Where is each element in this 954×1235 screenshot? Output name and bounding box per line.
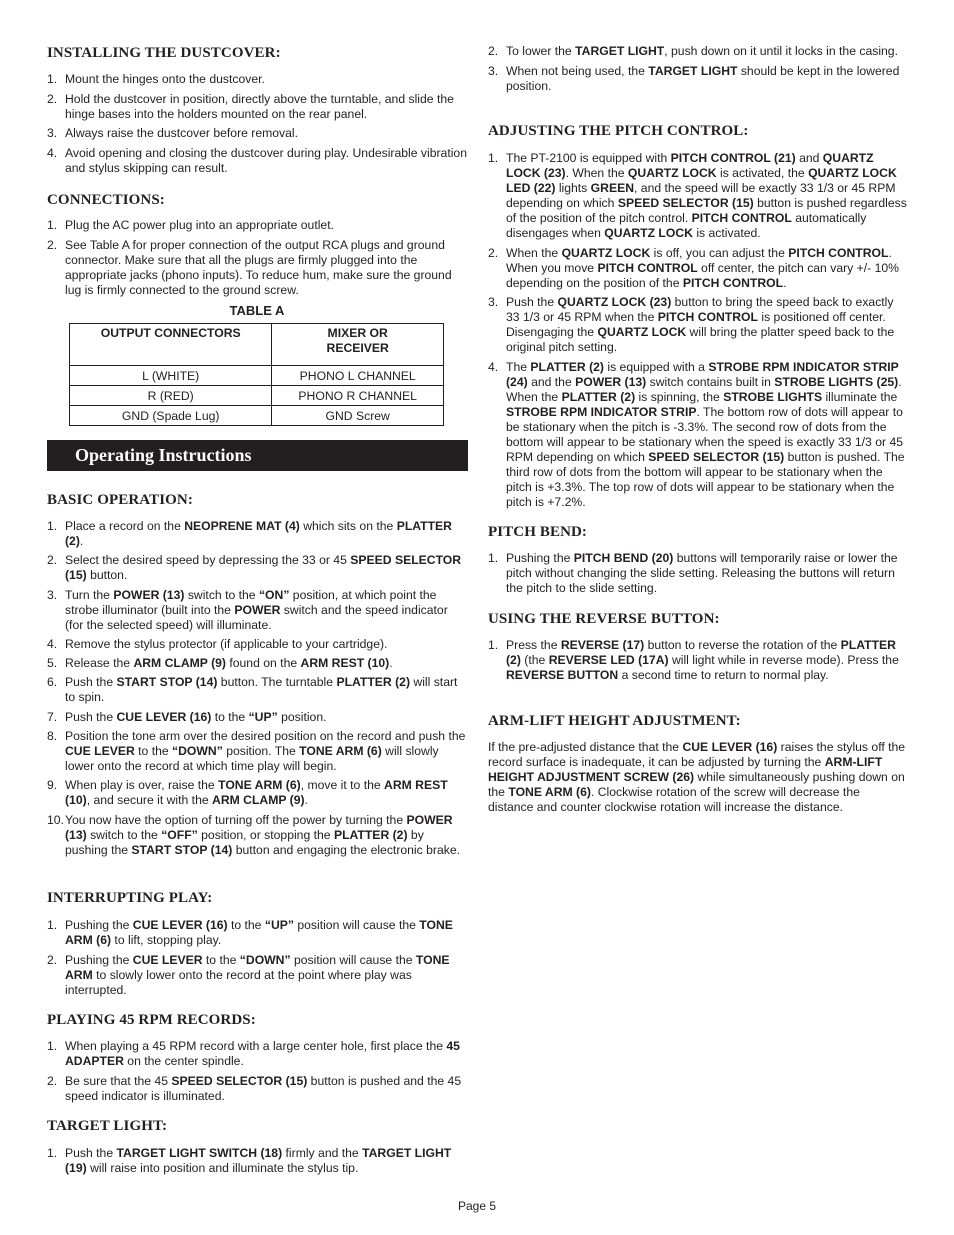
item-number: 4. xyxy=(47,636,58,651)
reverse-heading: USING THE REVERSE BUTTON: xyxy=(488,611,720,627)
item-number: 8. xyxy=(47,729,58,744)
item-number: 2. xyxy=(47,553,58,568)
item-number: 1. xyxy=(47,218,58,232)
interrupting-list xyxy=(47,918,469,1002)
item-number: 1. xyxy=(47,1039,58,1053)
table-row xyxy=(70,366,444,386)
table-header-row xyxy=(70,324,444,366)
list-item xyxy=(488,246,908,291)
list-item xyxy=(47,813,469,858)
pitch-bend-heading: PITCH BEND: xyxy=(488,524,588,540)
list-item xyxy=(47,72,469,87)
item-number: 2. xyxy=(47,1073,58,1088)
table-row xyxy=(70,406,444,426)
list-item xyxy=(47,92,469,122)
item-number: 1. xyxy=(488,551,499,565)
target-light-list xyxy=(47,1146,469,1181)
target-light-list-continued xyxy=(488,44,908,98)
item-text: The PT-2100 is equipped with PITCH CONTROL (21) and QUARTZ LOCK (23). When the QUARTZ LOCK is activated, the QUARTZ LOCK LED (22) lights GREEN, and the speed will be exactly 33 1/3 or 45 RPM depending on which SPEED SELECTOR (15) button is pushed regardless of the position of the pitch control. PITCH CONTROL automatically disengages when QUARTZ LOCK is activated. xyxy=(506,151,907,240)
item-text: Turn the POWER (13) switch to the “ON” position, at which point the strobe illuminator (built into the POWER switch and the speed indicator (for the selected speed) will illuminate. xyxy=(65,587,448,632)
list-item xyxy=(47,675,469,705)
item-text: Pushing the PITCH BEND (20) buttons will temporarily raise or lower the pitch without changing the slide setting. Releasing the buttons will return the pitch to the slide setting. xyxy=(506,551,898,595)
list-item xyxy=(47,588,469,633)
list-item xyxy=(47,1039,469,1069)
item-text: Mount the hinges onto the dustcover. xyxy=(65,72,265,86)
table-title: TABLE A xyxy=(229,303,285,318)
list-item xyxy=(47,953,469,998)
item-number: 3. xyxy=(488,63,499,78)
list-item xyxy=(47,238,469,298)
item-text: Push the TARGET LIGHT SWITCH (18) firmly and the TARGET LIGHT (19) will raise into position and illuminate the stylus tip. xyxy=(65,1146,452,1175)
list-item xyxy=(47,1146,469,1176)
item-number: 5. xyxy=(47,656,58,671)
item-number: 3. xyxy=(47,587,58,602)
connections-heading: CONNECTIONS: xyxy=(47,192,165,208)
list-item xyxy=(47,519,469,549)
list-item xyxy=(488,44,908,59)
table-cell: GND (Spade Lug) xyxy=(70,406,272,426)
list-item xyxy=(47,553,469,583)
list-item xyxy=(47,778,469,808)
basic-operation-list xyxy=(47,519,469,862)
list-item xyxy=(488,151,908,241)
table-header-cell: OUTPUT CONNECTORS xyxy=(70,324,272,366)
table-cell: GND Screw xyxy=(272,406,444,426)
list-item xyxy=(47,710,469,725)
page-number: Page 5 xyxy=(457,1199,497,1213)
item-text: Position the tone arm over the desired position on the record and push the CUE LEVER to the “DOWN” position. The TONE ARM (6) will slowly lower onto the record at which time play will begin. xyxy=(65,729,466,774)
playing45-heading: PLAYING 45 RPM RECORDS: xyxy=(47,1012,256,1028)
item-number: 9. xyxy=(47,778,58,793)
item-number: 1. xyxy=(47,72,58,86)
item-number: 10. xyxy=(47,812,64,827)
list-item xyxy=(488,64,908,94)
item-text: Release the ARM CLAMP (9) found on the ARM REST (10). xyxy=(65,656,393,671)
item-text: Push the START STOP (14) button. The turntable PLATTER (2) will start to spin. xyxy=(65,675,458,705)
arm-lift-paragraph: If the pre-adjusted distance that the CUE LEVER (16) raises the stylus off the record surface is inadequate, it can be adjusted by turning the ARM-LIFT HEIGHT ADJUSTMENT SCREW (26) while simultaneously pushing down on the TONE ARM (6). Clockwise rotation of the screw will decrease the distance and counter clockwise rotation will increase the distance. xyxy=(488,740,906,814)
item-number: 4. xyxy=(47,145,58,160)
connections-list xyxy=(47,218,469,302)
item-number: 1. xyxy=(47,1146,58,1160)
item-text: You now have the option of turning off the power by turning the POWER (13) switch to the “OFF” position, or stopping the PLATTER (2) by pushing the START STOP (14) button and engaging the electronic brake. xyxy=(65,812,460,857)
list-item xyxy=(47,656,469,671)
reverse-list xyxy=(488,638,908,688)
connections-table xyxy=(69,323,444,426)
item-number: 1. xyxy=(47,519,58,533)
item-text: When play is over, raise the TONE ARM (6), move it to the ARM REST (10), and secure it with the ARM CLAMP (9). xyxy=(65,778,448,808)
item-number: 1. xyxy=(47,918,58,932)
arm-lift-heading: ARM-LIFT HEIGHT ADJUSTMENT: xyxy=(488,713,741,729)
list-item xyxy=(47,126,469,141)
item-number: 2. xyxy=(488,245,499,260)
item-text: Be sure that the 45 SPEED SELECTOR (15) button is pushed and the 45 speed indicator is illuminated. xyxy=(65,1073,462,1103)
item-text: The PLATTER (2) is equipped with a STROBE RPM INDICATOR STRIP (24) and the POWER (13) switch contains built in STROBE LIGHTS (25). When the PLATTER (2) is spinning, the STROBE LIGHTS illuminate the STROBE RPM INDICATOR STRIP. The bottom row of dots will appear to be stationary when the pitch is -3.3%. The second row of dots from the bottom will appear to be stationary when the speed is exactly 33 1/3 or 45 RPM depending on which SPEED SELECTOR (15) button is pushed. The third row of dots from the bottom will appear to be stationary when the pitch is +3.3%. The top row of dots will appear to be stationary when the pitch is +7.2%. xyxy=(506,359,905,509)
basic-operation-heading: BASIC OPERATION: xyxy=(47,492,193,508)
item-text: When not being used, the TARGET LIGHT should be kept in the lowered position. xyxy=(506,63,900,93)
pitch-bend-list xyxy=(488,551,908,601)
installing-list xyxy=(47,72,469,180)
table-cell: PHONO L CHANNEL xyxy=(272,366,444,386)
list-item xyxy=(488,295,908,355)
item-number: 3. xyxy=(488,295,499,310)
item-text: To lower the TARGET LIGHT, push down on it until it locks in the casing. xyxy=(506,44,898,58)
item-text: When playing a 45 RPM record with a large center hole, first place the 45 ADAPTER on the center spindle. xyxy=(65,1039,460,1068)
item-text: When the QUARTZ LOCK is off, you can adjust the PITCH CONTROL. When you move PITCH CONTROL off center, the pitch can vary +/- 10% depending on the position of the PITCH CONTROL. xyxy=(506,245,899,290)
item-text: Press the REVERSE (17) button to reverse the rotation of the PLATTER (2) (the REVERSE LED (17A) will light while in reverse mode). Press the REVERSE BUTTON a second time to return to normal play. xyxy=(506,638,899,682)
item-number: 1. xyxy=(488,151,499,165)
table-cell: L (WHITE) xyxy=(70,366,272,386)
list-item xyxy=(47,729,469,774)
table-row xyxy=(70,386,444,406)
list-item xyxy=(488,360,908,510)
target-light-heading: TARGET LIGHT: xyxy=(47,1118,168,1134)
table-cell: R (RED) xyxy=(70,386,272,406)
item-text: Push the QUARTZ LOCK (23) button to bring the speed back to exactly 33 1/3 or 45 RPM when the PITCH CONTROL is positioned off center. Disengaging the QUARTZ LOCK will bring the platter speed back to the original pitch setting. xyxy=(506,295,895,355)
item-number: 2. xyxy=(47,237,58,252)
table-cell: PHONO R CHANNEL xyxy=(272,386,444,406)
item-text: Hold the dustcover in position, directly above the turntable, and slide the hinge bases into the holders mounted on the rear panel. xyxy=(65,91,454,121)
table-header-cell: MIXER OR RECEIVER xyxy=(272,324,444,366)
item-text: Avoid opening and closing the dustcover during play. Undesirable vibration and stylus skipping can result. xyxy=(65,145,467,175)
list-item xyxy=(488,638,908,683)
item-text: Pushing the CUE LEVER to the “DOWN” position will cause the TONE ARM to slowly lower onto the record at the point where play was interrupted. xyxy=(65,952,450,997)
pitch-control-list xyxy=(488,151,908,514)
list-item xyxy=(47,918,469,948)
playing45-list xyxy=(47,1039,469,1108)
item-text: Pushing the CUE LEVER (16) to the “UP” position will cause the TONE ARM (6) to lift, stopping play. xyxy=(65,918,453,947)
item-number: 2. xyxy=(47,952,58,967)
item-number: 6. xyxy=(47,675,58,690)
item-number: 7. xyxy=(47,709,58,724)
list-item xyxy=(47,637,469,652)
list-item xyxy=(47,1074,469,1104)
list-item xyxy=(47,146,469,176)
pitch-control-heading: ADJUSTING THE PITCH CONTROL: xyxy=(488,123,749,139)
installing-heading: INSTALLING THE DUSTCOVER: xyxy=(47,45,281,61)
item-number: 4. xyxy=(488,359,499,374)
item-text: Remove the stylus protector (if applicable to your cartridge). xyxy=(65,636,388,651)
item-number: 3. xyxy=(47,126,58,141)
item-text: Push the CUE LEVER (16) to the “UP” position. xyxy=(65,709,327,724)
list-item xyxy=(488,551,908,596)
item-text: Always raise the dustcover before removal. xyxy=(65,126,299,141)
item-number: 1. xyxy=(488,638,499,652)
item-number: 2. xyxy=(47,91,58,106)
item-text: Place a record on the NEOPRENE MAT (4) which sits on the PLATTER (2). xyxy=(65,519,452,548)
list-item xyxy=(47,218,469,233)
item-text: Plug the AC power plug into an appropriate outlet. xyxy=(65,218,334,232)
interrupting-heading: INTERRUPTING PLAY: xyxy=(47,890,213,906)
item-number: 2. xyxy=(488,44,499,58)
item-text: See Table A for proper connection of the output RCA plugs and ground connector. Make sure that all the plugs are firmly plugged into the appropriate jacks (phono inputs). To reduce hum, make sure the ground lug is firmly connected to the ground screw. xyxy=(65,237,452,297)
item-text: Select the desired speed by depressing the 33 or 45 SPEED SELECTOR (15) button. xyxy=(65,553,462,583)
operating-instructions-banner: Operating Instructions xyxy=(47,440,468,471)
